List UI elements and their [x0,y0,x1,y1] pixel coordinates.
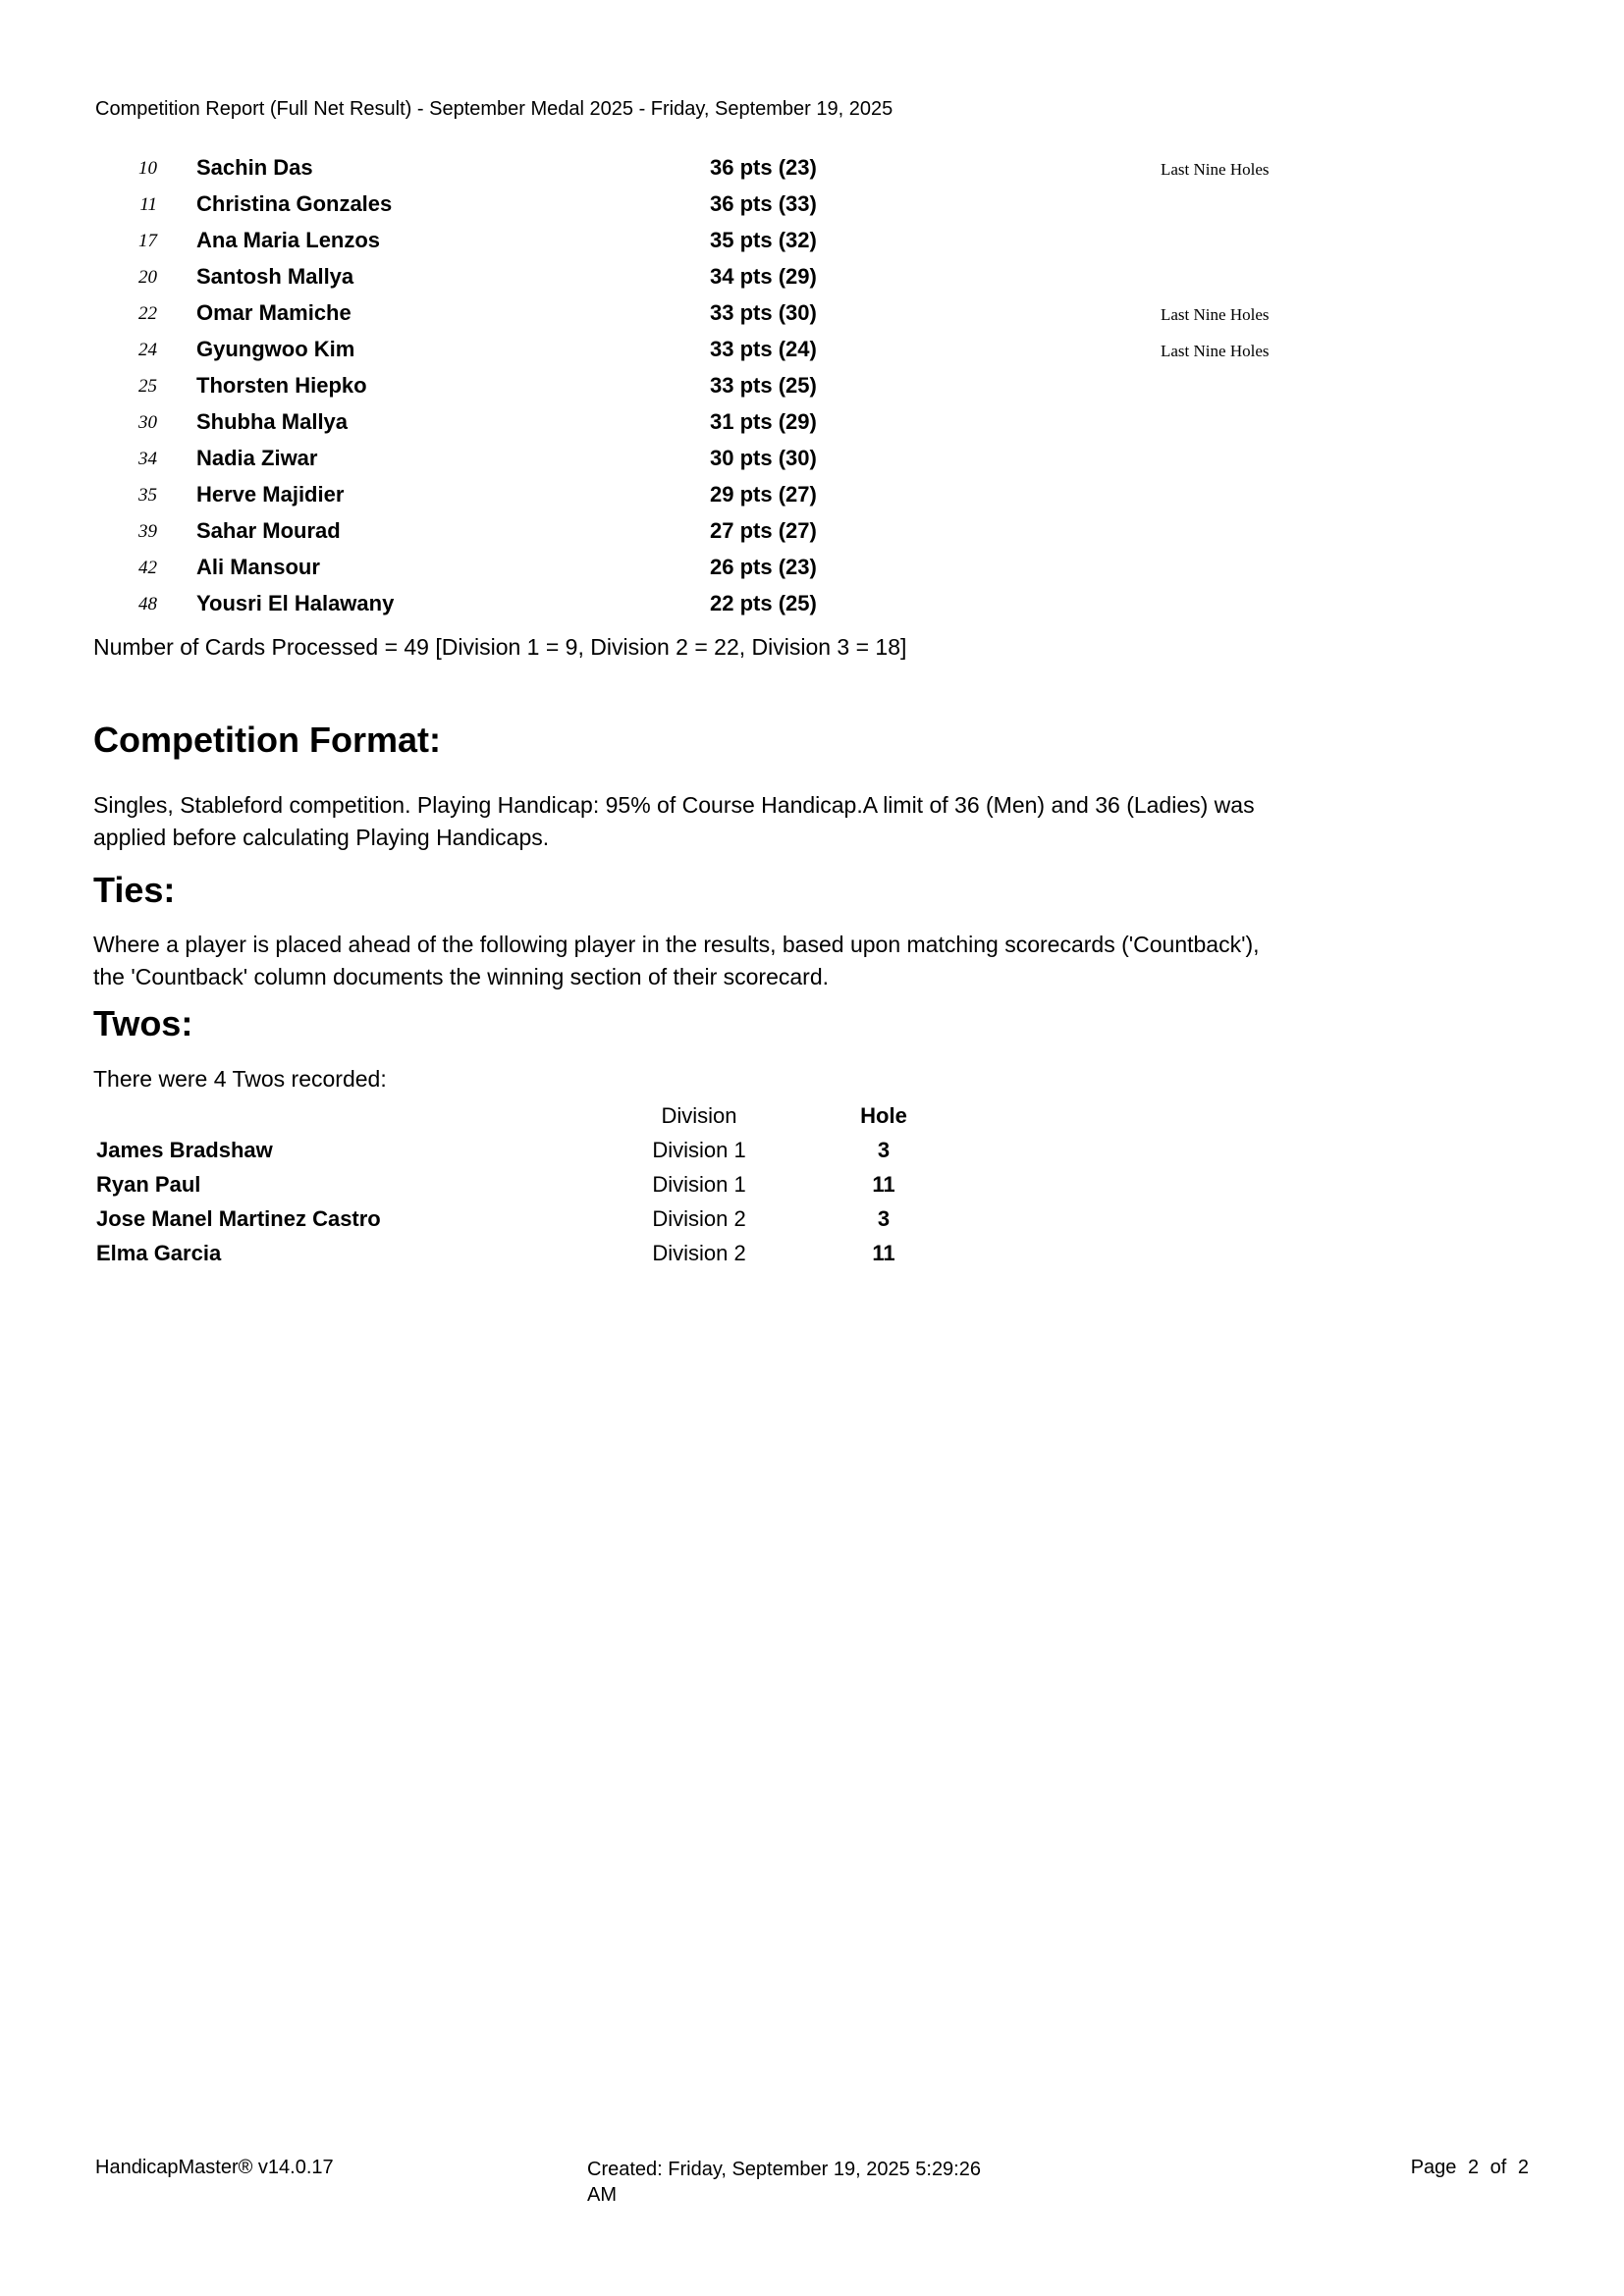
twos-rows [0,1138,1624,1275]
twos-row [0,1138,1624,1172]
player-name: Gyungwoo Kim [196,337,355,361]
player-name: Ali Mansour [196,555,320,579]
twos-hole: 11 [872,1172,895,1197]
result-row [0,155,1624,191]
twos-row [0,1206,1624,1241]
result-row [0,191,1624,228]
twos-player-name: Ryan Paul [96,1172,201,1197]
player-score: 36 pts (23) [710,155,817,180]
player-score: 33 pts (25) [710,373,817,398]
text-line: Where a player is placed ahead of the following player in the results, based upon matching scorecards ('Countback'), [93,932,1260,957]
result-position: 25 [138,376,157,397]
player-name: Sahar Mourad [196,518,341,543]
player-name: Santosh Mallya [196,264,354,289]
player-name: Sachin Das [196,155,313,180]
result-position: 11 [139,194,157,215]
twos-player-name: Jose Manel Martinez Castro [96,1206,381,1231]
result-position: 20 [138,267,157,288]
result-row [0,337,1624,373]
text-line: Created: Friday, September 19, 2025 5:29:26 [587,2159,981,2180]
result-row [0,446,1624,482]
competition-format-text [93,789,1537,854]
result-position: 22 [138,303,157,324]
text-line: the 'Countback' column documents the winning section of their scorecard. [93,964,830,989]
twos-table [0,1103,1624,1275]
result-position: 48 [138,594,157,614]
competition-format-heading: Competition Format: [93,720,441,760]
result-row [0,228,1624,264]
player-name: Thorsten Hiepko [196,373,367,398]
result-row [0,518,1624,555]
player-score: 34 pts (29) [710,264,817,289]
countback-note: Last Nine Holes [1161,305,1270,324]
ties-heading: Ties: [93,870,176,910]
player-score: 27 pts (27) [710,518,817,543]
result-row [0,555,1624,591]
ties-text [93,929,1537,993]
twos-division: Division 2 [652,1241,746,1265]
twos-hole: 3 [877,1206,891,1231]
player-name: Ana Maria Lenzos [196,228,381,252]
twos-header-row [0,1103,1624,1138]
twos-heading: Twos: [93,1003,193,1043]
twos-column-division: Division [661,1103,737,1128]
result-row [0,482,1624,518]
page-number: Page 2 of 2 [1410,2157,1529,2178]
player-name: Herve Majidier [196,482,345,507]
player-score: 35 pts (32) [710,228,817,252]
twos-intro: There were 4 Twos recorded: [93,1066,387,1092]
twos-column-hole: Hole [860,1103,907,1128]
player-name: Omar Mamiche [196,300,352,325]
player-score: 36 pts (33) [710,191,817,216]
player-score: 33 pts (24) [710,337,817,361]
player-score: 31 pts (29) [710,409,817,434]
created-timestamp [587,2157,1039,2208]
result-row [0,409,1624,446]
player-score: 26 pts (23) [710,555,817,579]
player-score: 33 pts (30) [710,300,817,325]
result-position: 39 [138,521,157,542]
twos-row [0,1241,1624,1275]
result-position: 30 [138,412,157,433]
player-name: Christina Gonzales [196,191,393,216]
cards-processed-summary: Number of Cards Processed = 49 [Division 1 = 9, Division 2 = 22, Division 3 = 18] [93,634,907,660]
twos-hole: 3 [877,1138,891,1162]
twos-division: Division 1 [652,1138,746,1162]
text-line: Singles, Stableford competition. Playing Handicap: 95% of Course Handicap.A limit of 36 (Men) and 36 (Ladies) was [93,792,1255,818]
result-position: 35 [138,485,157,506]
twos-division: Division 1 [652,1172,746,1197]
result-position: 34 [138,449,157,469]
player-name: Nadia Ziwar [196,446,318,470]
player-score: 30 pts (30) [710,446,817,470]
twos-row [0,1172,1624,1206]
report-title: Competition Report (Full Net Result) - September Medal 2025 - Friday, September 19, 2025 [95,98,893,120]
countback-note: Last Nine Holes [1161,160,1270,179]
result-position: 42 [138,558,157,578]
result-position: 24 [138,340,157,360]
result-row [0,300,1624,337]
result-row [0,264,1624,300]
result-row [0,373,1624,409]
player-name: Shubha Mallya [196,409,349,434]
text-line: AM [587,2184,617,2206]
player-score: 22 pts (25) [710,591,817,615]
result-position: 17 [138,231,157,251]
twos-player-name: Elma Garcia [96,1241,222,1265]
twos-player-name: James Bradshaw [96,1138,273,1162]
twos-division: Division 2 [652,1206,746,1231]
text-line: applied before calculating Playing Handicaps. [93,825,550,850]
results-list [0,155,1624,627]
player-name: Yousri El Halawany [196,591,395,615]
app-version: HandicapMaster® v14.0.17 [95,2157,334,2178]
countback-note: Last Nine Holes [1161,342,1270,360]
twos-hole: 11 [872,1241,895,1265]
player-score: 29 pts (27) [710,482,817,507]
result-row [0,591,1624,627]
result-position: 10 [138,158,157,179]
